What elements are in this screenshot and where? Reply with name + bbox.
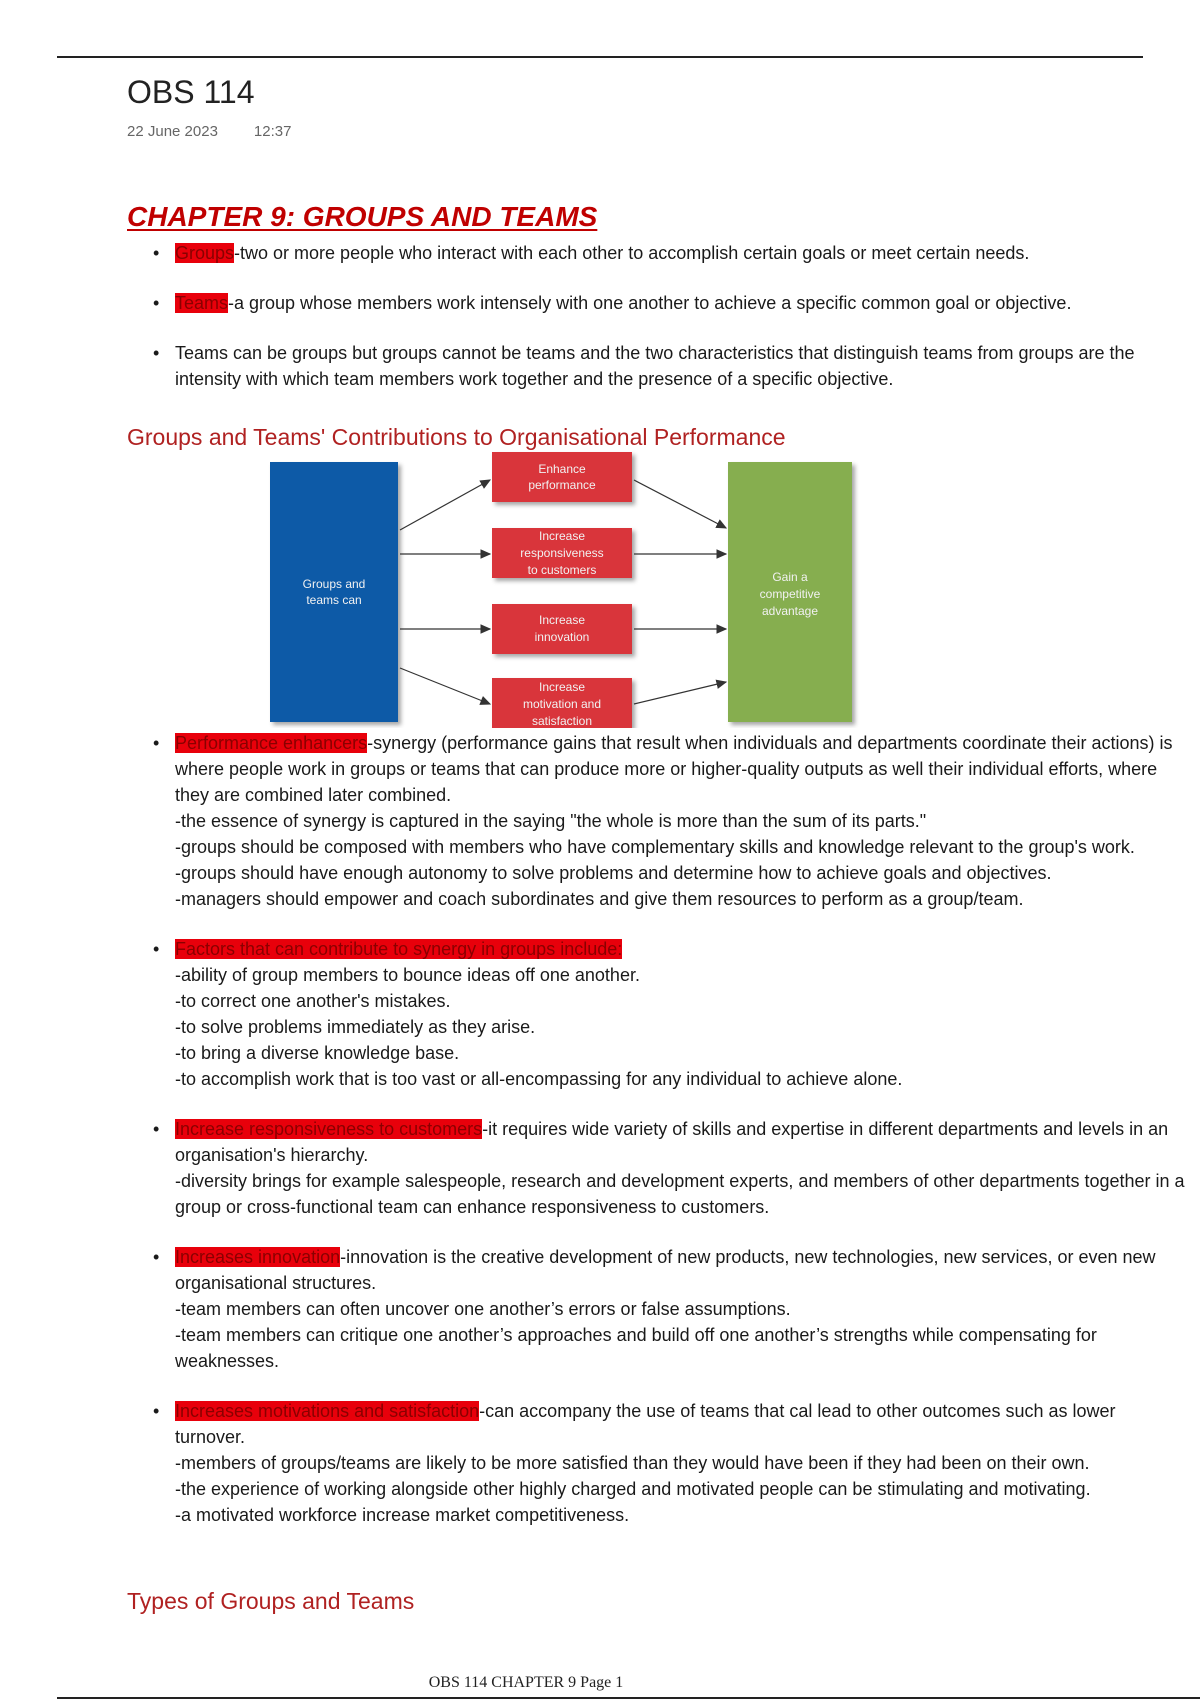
contribution-line: -groups should have enough autonomy to solve problems and determine how to achieve goals and objectives. — [175, 863, 1052, 883]
contribution-line: -a motivated workforce increase market competitiveness. — [175, 1505, 630, 1525]
contribution-line: -managers should empower and coach subordinates and give them resources to perform as a group/team. — [175, 889, 1024, 909]
contribution-line: -diversity brings for example salespeople, research and development experts, and members of other departments together in a group or cross-functional team can enhance responsiveness to customers. — [175, 1171, 1185, 1217]
middle-box-label-line: motivation and — [522, 697, 602, 711]
contribution-text: -can accompany the use of teams that cal lead to other outcomes such as lower turnover. — [175, 1401, 1116, 1447]
definition-term: Teams — [175, 293, 229, 313]
target-box-label-line: Gain a — [772, 570, 808, 584]
contribution-term: Increases innovation — [175, 1247, 341, 1267]
source-box-label-line: teams can — [306, 593, 362, 607]
list-item — [127, 1398, 1185, 1528]
arrow — [634, 480, 726, 528]
arrow — [634, 682, 726, 704]
source-box-label-line: Groups and — [302, 577, 366, 591]
contribution-line: -ability of group members to bounce ideas off one another. — [175, 965, 640, 985]
contribution-line: -team members can often uncover one another’s errors or false assumptions. — [175, 1299, 791, 1319]
contributions-list — [127, 730, 1185, 1528]
definition-text: Teams can be groups but groups cannot be teams and the two characteristics that distinguish teams from groups are the intensity with which team members work together and the presence of a specific objective. — [175, 343, 1135, 389]
middle-box-label-line: responsiveness — [520, 546, 604, 560]
middle-box-label-line: Enhance — [538, 462, 586, 476]
contribution-line: -to correct one another's mistakes. — [175, 991, 451, 1011]
page-date: 22 June 2023 — [127, 123, 218, 140]
middle-box-label-line: innovation — [534, 630, 590, 644]
page-footer: OBS 114 CHAPTER 9 Page 1 — [428, 1674, 624, 1691]
contribution-line: -the essence of synergy is captured in the saying "the whole is more than the sum of its parts." — [175, 811, 927, 831]
contribution-term: Performance enhancers — [175, 733, 368, 753]
section-heading-types: Types of Groups and Teams — [127, 1588, 415, 1614]
definition-text: -a group whose members work intensely with one another to achieve a specific common goal or objective. — [228, 293, 1072, 313]
definition-text: -two or more people who interact with each other to accomplish certain goals or meet certain needs. — [234, 243, 1030, 263]
page-title: OBS 114 — [127, 74, 255, 110]
list-item — [127, 290, 1185, 316]
contribution-term: Increase responsiveness to customers — [175, 1119, 483, 1139]
list-item — [127, 936, 1185, 1092]
middle-box-label-line: to customers — [527, 563, 597, 577]
list-item — [127, 240, 1185, 266]
contribution-term: Increases motivations and satisfaction — [175, 1401, 480, 1421]
middle-box-label-line: Increase — [538, 529, 586, 543]
diagram-svg — [260, 448, 870, 728]
contribution-text: -innovation is the creative development of new products, new technologies, new services, or even new organisational structures. — [175, 1247, 1156, 1293]
contribution-line: -team members can critique one another’s approaches and build off one another’s strengths while compensating for weaknesses. — [175, 1325, 1097, 1371]
bottom-rule — [57, 1697, 1200, 1699]
section-heading-contributions: Groups and Teams' Contributions to Organisational Performance — [127, 424, 786, 450]
contribution-line: -to bring a diverse knowledge base. — [175, 1043, 460, 1063]
contribution-line: -groups should be composed with members who have complementary skills and knowledge relevant to the group's work. — [175, 837, 1135, 857]
list-item — [127, 1116, 1185, 1220]
arrow — [400, 480, 490, 530]
contribution-line: -members of groups/teams are likely to be more satisfied than they would have been if they had been on their own. — [175, 1453, 1090, 1473]
target-box-label-line: advantage — [761, 604, 819, 618]
arrow — [400, 668, 490, 704]
list-item — [127, 1244, 1185, 1374]
contribution-term: Factors that can contribute to synergy in groups include: — [175, 939, 623, 959]
page-time: 12:37 — [253, 123, 292, 140]
contribution-line: -to solve problems immediately as they arise. — [175, 1017, 536, 1037]
chapter-heading: CHAPTER 9: GROUPS AND TEAMS — [127, 201, 598, 232]
middle-box-label-line: Increase — [538, 613, 586, 627]
page-meta — [127, 123, 291, 140]
middle-box-label-line: performance — [528, 478, 596, 492]
contribution-text: -synergy (performance gains that result when individuals and departments coordinate their actions) is where people work in groups or teams that can produce more or higher-quality outputs as well their individual efforts, where they are combined later combined. — [175, 733, 1173, 805]
contribution-line: -to accomplish work that is too vast or all-encompassing for any individual to achieve alone. — [175, 1069, 903, 1089]
source-box — [270, 462, 398, 722]
contribution-text: -it requires wide variety of skills and expertise in different departments and levels in an organisation's hierarchy. — [175, 1119, 1169, 1165]
middle-box-label-line: satisfaction — [531, 714, 593, 728]
list-item — [127, 340, 1185, 392]
definitions-list — [127, 240, 1185, 392]
definition-term: Groups — [175, 243, 235, 263]
contributions-diagram — [260, 448, 870, 728]
contribution-line: -the experience of working alongside other highly charged and motivated people can be stimulating and motivating. — [175, 1479, 1091, 1499]
middle-box-performance — [492, 452, 632, 502]
target-box-label-line: competitive — [759, 587, 821, 601]
list-item — [127, 730, 1185, 912]
top-rule — [57, 56, 1143, 58]
middle-box-label-line: Increase — [538, 680, 586, 694]
middle-box-innovation — [492, 604, 632, 654]
